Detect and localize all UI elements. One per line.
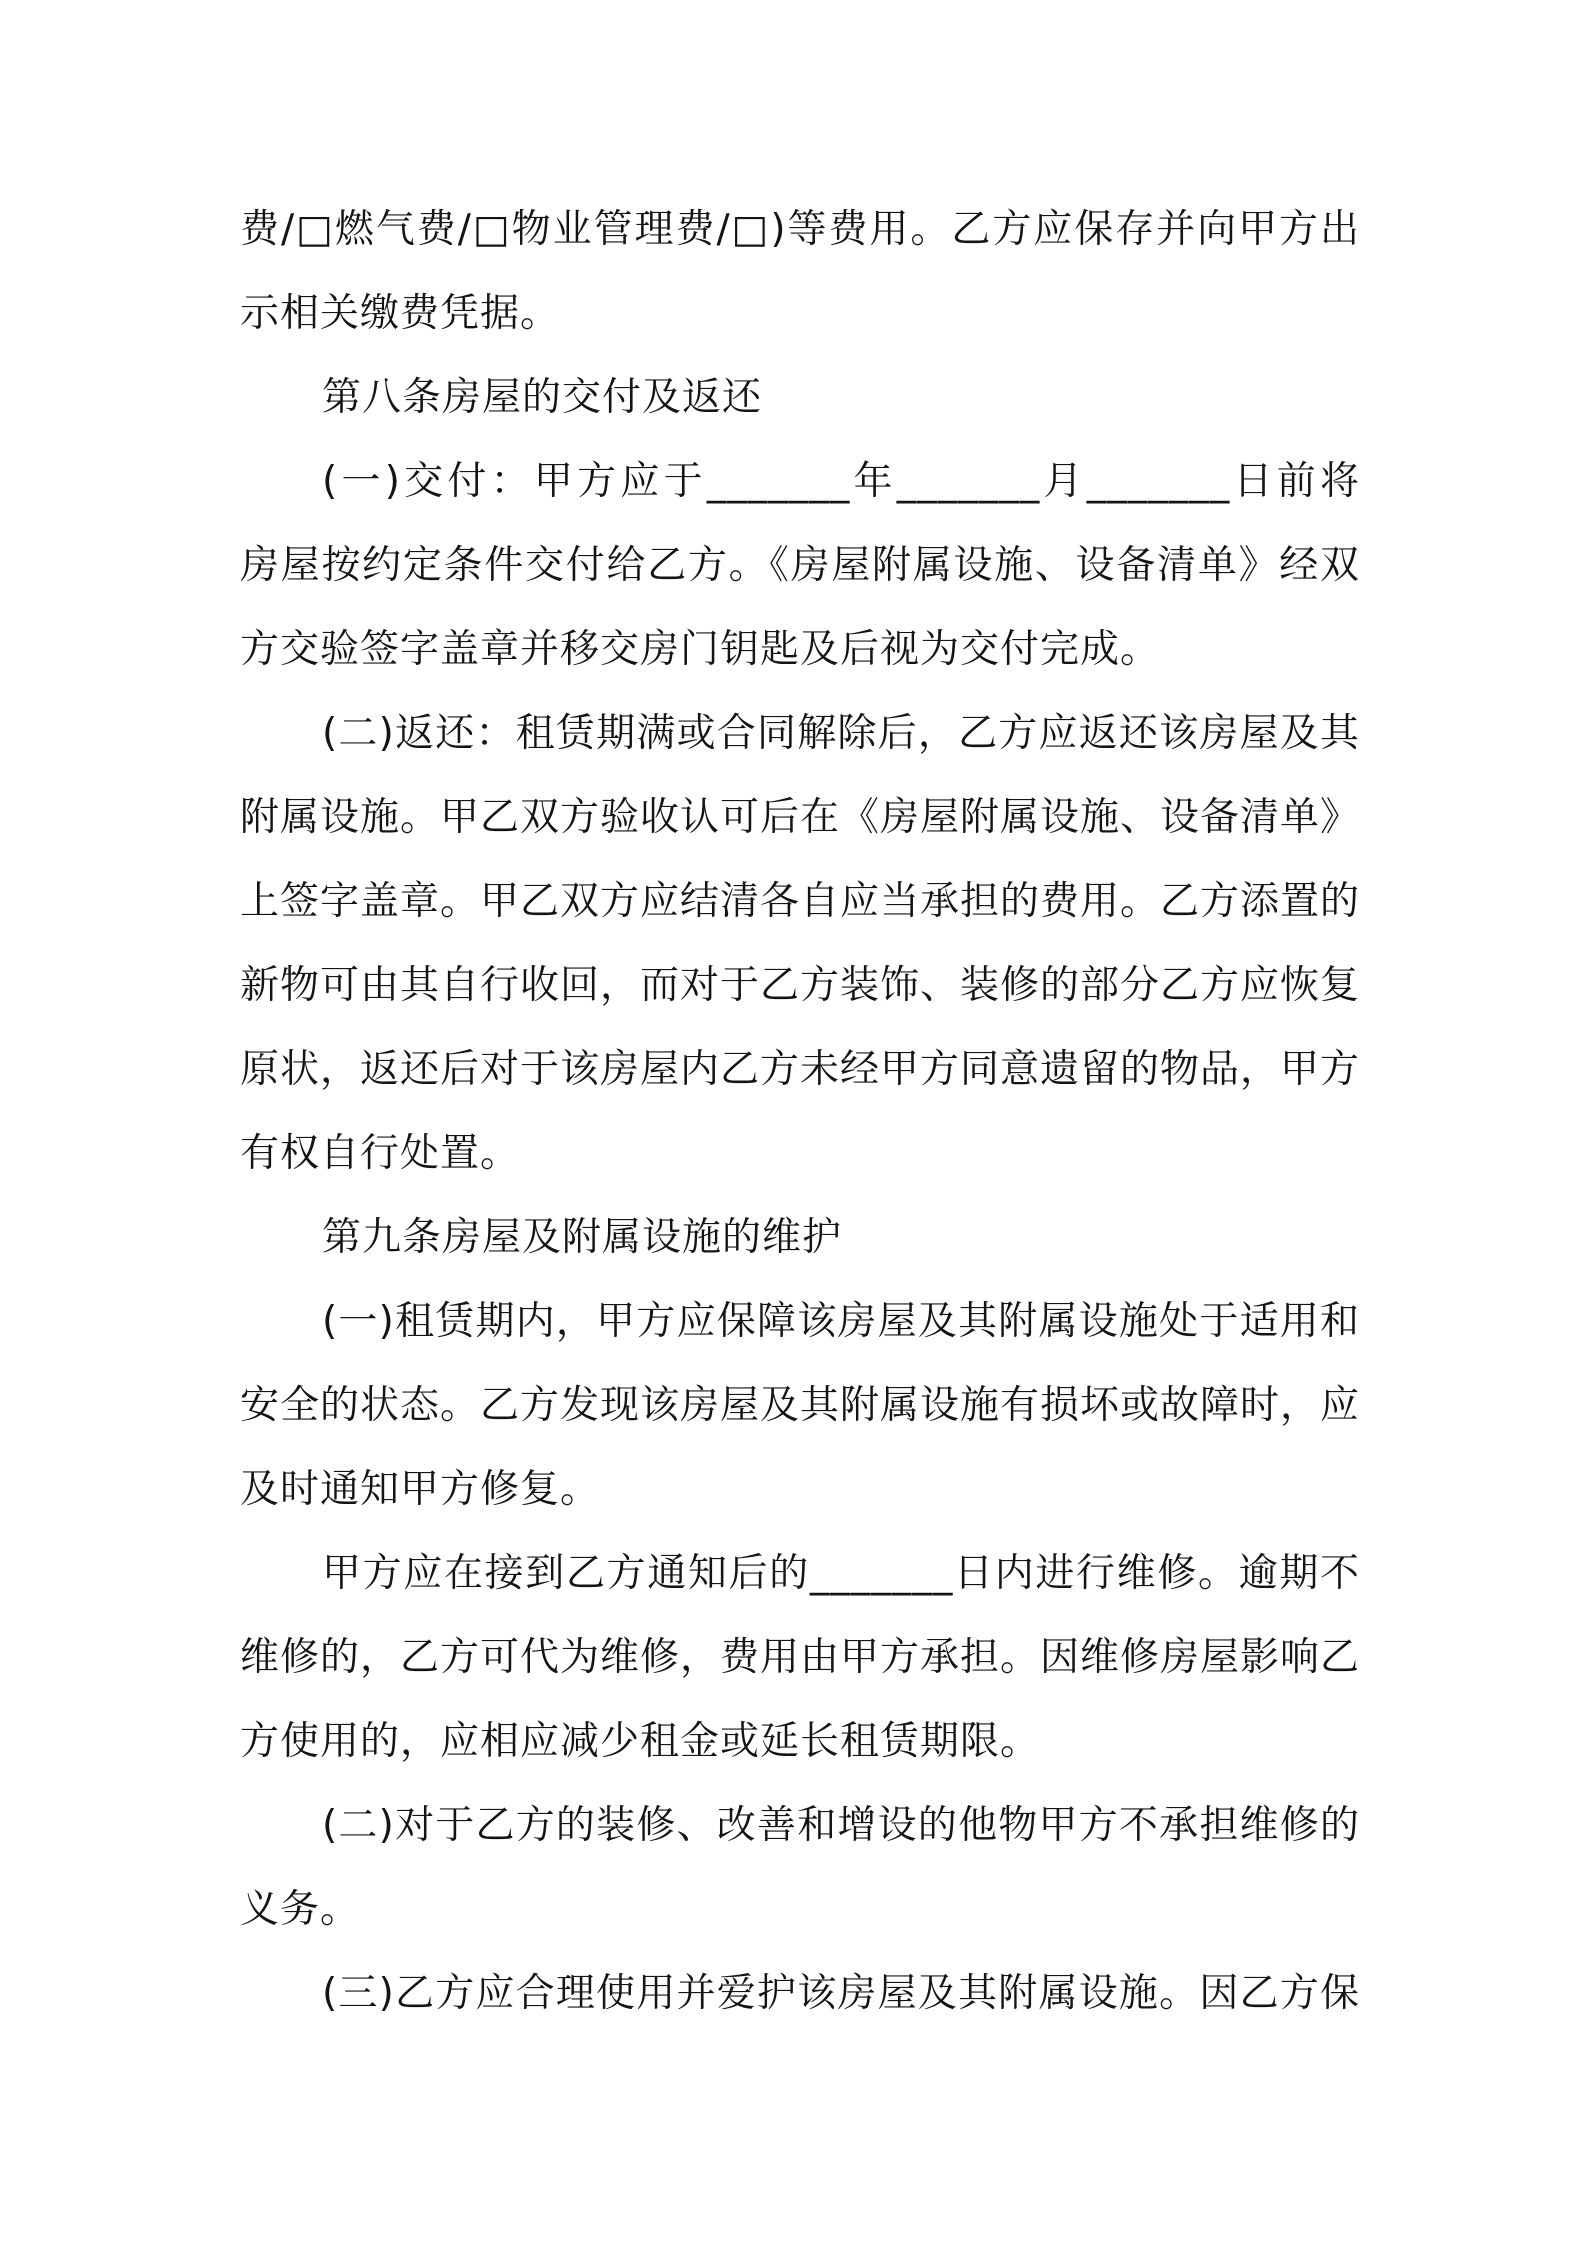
text-line: 有权自行处置。 (240, 1131, 521, 1176)
text-line: 上签字盖章。甲乙双方应结清各自应当承担的费用。乙方添置的 (240, 879, 1361, 924)
text-line: 安全的状态。乙方发现该房屋及其附属设施有损坏或故障时，应 (240, 1383, 1361, 1428)
text-line: 原状，返还后对于该房屋内乙方未经甲方同意遗留的物品，甲方 (240, 1047, 1361, 1092)
text-line: 及时通知甲方修复。 (240, 1467, 601, 1512)
section-heading: 第九条房屋及附属设施的维护 (322, 1215, 843, 1260)
text-line: 新物可由其自行收回，而对于乙方装饰、装修的部分乙方应恢复 (240, 963, 1361, 1008)
text-line: 示相关缴费凭据。 (240, 291, 561, 336)
text-line: 甲方应在接到乙方通知后的_______日内进行维修。逾期不 (322, 1551, 1360, 1596)
text-line: (二)对于乙方的装修、改善和增设的他物甲方不承担维修的 (322, 1803, 1360, 1848)
text-line: (二)返还：租赁期满或合同解除后，乙方应返还该房屋及其 (322, 711, 1360, 756)
text-line: (一)交付：甲方应于_______年_______月_______日前将 (322, 459, 1360, 504)
text-line: (三)乙方应合理使用并爱护该房屋及其附属设施。因乙方保 (322, 1971, 1360, 2016)
text-line: (一)租赁期内，甲方应保障该房屋及其附属设施处于适用和 (322, 1299, 1360, 1344)
text-line: 方使用的，应相应减少租金或延长租赁期限。 (240, 1719, 1041, 1764)
text-line: 义务。 (240, 1887, 361, 1932)
text-line: 附属设施。甲乙双方验收认可后在《房屋附属设施、设备清单》 (240, 795, 1361, 840)
text-line: 费/□燃气费/□物业管理费/□)等费用。乙方应保存并向甲方出 (240, 207, 1360, 252)
section-heading: 第八条房屋的交付及返还 (322, 375, 763, 420)
text-line: 房屋按约定条件交付给乙方。《房屋附属设施、设备清单》经双 (240, 543, 1360, 588)
text-line: 维修的，乙方可代为维修，费用由甲方承担。因维修房屋影响乙 (240, 1635, 1361, 1680)
text-line: 方交验签字盖章并移交房门钥匙及后视为交付完成。 (240, 627, 1161, 672)
